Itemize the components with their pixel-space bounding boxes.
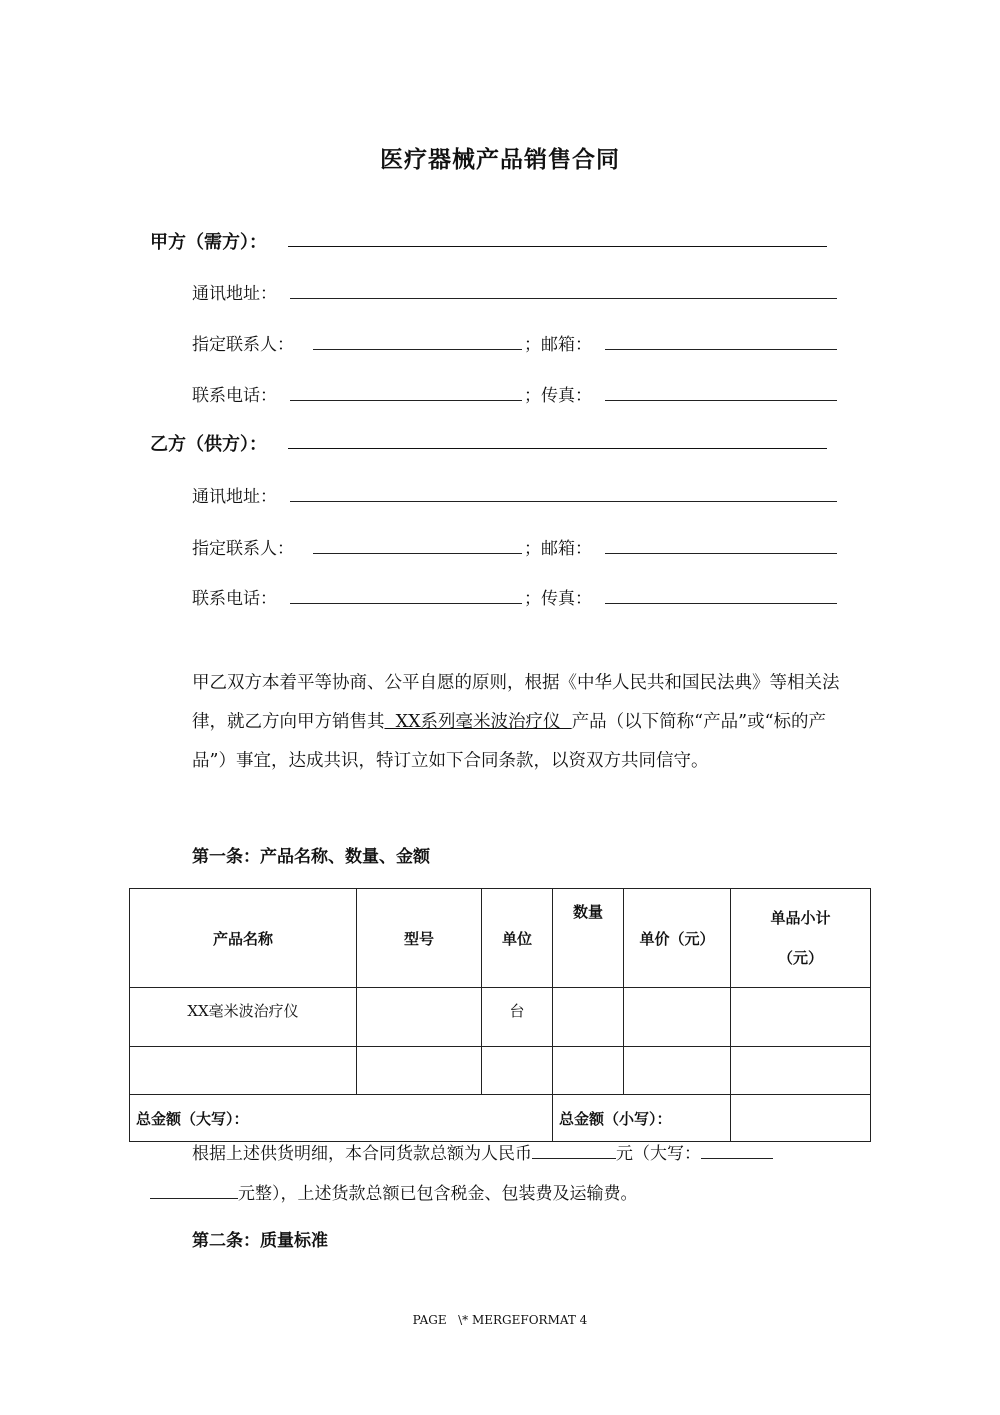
amount-rmb-field[interactable] <box>532 1144 616 1159</box>
payment-text-2: 元整），上述货款总额已包含税金、包装费及运输费。 <box>238 1184 638 1204</box>
article-2-heading: 第二条：质量标准 <box>192 1231 328 1251</box>
intro-text-part1: 甲乙双方本着平等协商、公平自愿的原则，根据《中华人民共和国民法典》等相关法律，就乙方向甲方销售其 <box>192 673 840 732</box>
total-upper-cell[interactable]: 总金额（大写）： <box>130 1095 553 1142</box>
header-subtotal-line1: 单品小计 <box>770 909 831 927</box>
party-b-fax-label: ；传真： <box>524 589 592 609</box>
table-total-row <box>130 1095 871 1142</box>
table-header-row <box>130 889 871 988</box>
party-a-address-label: 通讯地址： <box>192 284 277 304</box>
party-b-contact-field[interactable] <box>313 553 522 554</box>
cell-product-name[interactable]: XX毫米波治疗仪 <box>130 988 357 1047</box>
party-a-phone-field[interactable] <box>290 400 522 401</box>
party-a-contact-field[interactable] <box>313 349 522 350</box>
cell-subtotal[interactable] <box>731 988 871 1047</box>
header-unit: 单位 <box>482 889 553 988</box>
table-row <box>130 988 871 1047</box>
cell-quantity[interactable] <box>553 988 624 1047</box>
cell-unit[interactable]: 台 <box>482 988 553 1047</box>
party-b-email-field[interactable] <box>605 553 837 554</box>
party-b-label: 乙方（供方）： <box>150 434 267 455</box>
cell-empty[interactable] <box>553 1047 624 1095</box>
payment-text-1a: 根据上述供货明细，本合同货款总额为人民币 <box>192 1144 532 1164</box>
header-product-name: 产品名称 <box>130 889 357 988</box>
header-quantity: 数量 <box>553 889 624 988</box>
party-a-email-label: ；邮箱： <box>524 335 592 355</box>
payment-text-1b: 元（大写： <box>616 1144 701 1164</box>
party-a-contact-label: 指定联系人： <box>192 335 294 355</box>
party-b-address-field[interactable] <box>290 501 837 502</box>
party-b-address-label: 通讯地址： <box>192 487 277 507</box>
article-1-heading: 第一条：产品名称、数量、金额 <box>192 847 430 867</box>
party-b-phone-label: 联系电话： <box>192 589 277 609</box>
party-b-email-label: ；邮箱： <box>524 539 592 559</box>
cell-empty[interactable] <box>482 1047 553 1095</box>
amount-upper-field-1[interactable] <box>701 1144 773 1159</box>
party-a-address-field[interactable] <box>290 298 837 299</box>
intro-product-name: XX系列毫米波治疗仪 <box>384 712 572 732</box>
document-title: 医疗器械产品销售合同 <box>380 147 620 173</box>
total-lower-value-cell[interactable] <box>731 1095 871 1142</box>
party-b-contact-label: 指定联系人： <box>192 539 294 559</box>
page-footer: PAGE \* MERGEFORMAT 4 <box>412 1313 588 1327</box>
product-table <box>129 888 871 1142</box>
header-subtotal <box>731 889 871 988</box>
party-a-name-field[interactable] <box>288 246 827 247</box>
cell-empty[interactable] <box>624 1047 731 1095</box>
amount-upper-field-2[interactable] <box>150 1184 238 1199</box>
party-b-phone-field[interactable] <box>290 603 522 604</box>
cell-empty[interactable] <box>130 1047 357 1095</box>
party-a-fax-field[interactable] <box>605 400 837 401</box>
intro-text-part2: 产品（以下简称“产品”或“标的产品”）事宜，达成共识，特订立如下合同条款，以资双方共同信守。 <box>192 712 827 771</box>
payment-line-1 <box>192 1139 773 1164</box>
cell-model[interactable] <box>357 988 482 1047</box>
cell-empty[interactable] <box>731 1047 871 1095</box>
party-a-label: 甲方（需方）： <box>150 232 267 253</box>
cell-unit-price[interactable] <box>624 988 731 1047</box>
table-row <box>130 1047 871 1095</box>
cell-empty[interactable] <box>357 1047 482 1095</box>
party-b-fax-field[interactable] <box>605 603 837 604</box>
total-lower-cell[interactable]: 总金额（小写）： <box>553 1095 731 1142</box>
payment-line-2 <box>150 1179 638 1204</box>
header-unit-price: 单价（元） <box>624 889 731 988</box>
header-model: 型号 <box>357 889 482 988</box>
party-a-email-field[interactable] <box>605 349 837 350</box>
header-subtotal-line2: （元） <box>777 949 823 967</box>
intro-paragraph <box>150 664 850 781</box>
party-b-name-field[interactable] <box>288 448 827 449</box>
party-a-phone-label: 联系电话： <box>192 386 277 406</box>
party-a-fax-label: ；传真： <box>524 386 592 406</box>
